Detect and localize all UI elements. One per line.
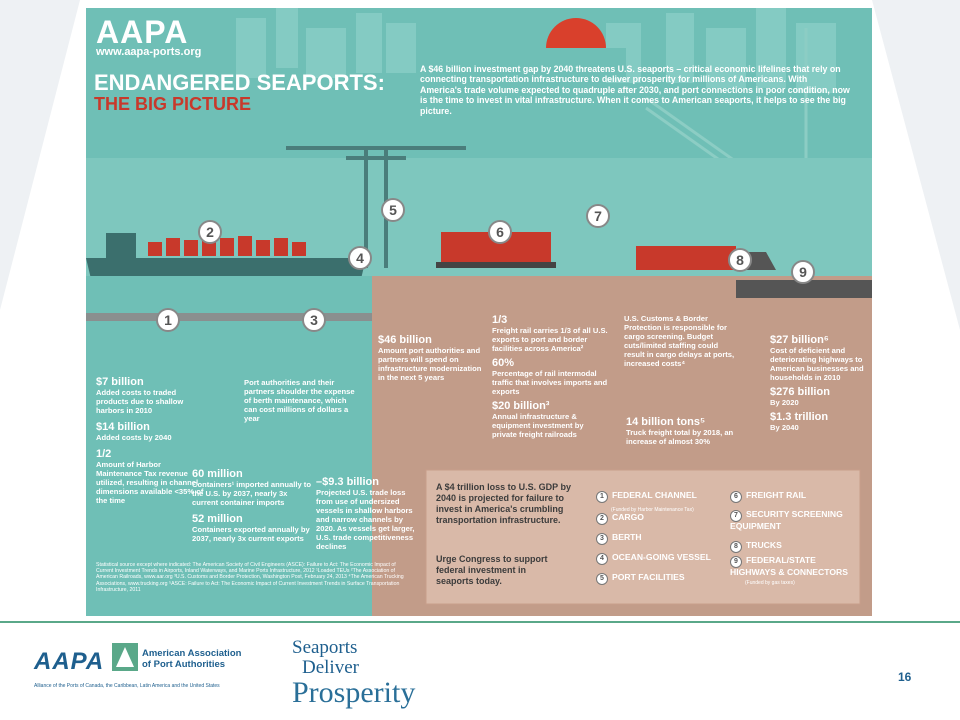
brand-url: www.aapa-ports.org <box>96 46 202 58</box>
stat-value: 60 million <box>192 468 243 480</box>
infographic <box>86 8 872 616</box>
stat-desc: Cost of deficient and deteriorating highways to American businesses and households in 2010 <box>770 346 864 382</box>
legend-item-9: 9 FEDERAL/STATE HIGHWAYS & CONNECTORS (Funded by gas taxes) <box>730 555 848 586</box>
legend-item-3: 3 BERTH <box>596 532 642 545</box>
stat-desc: By 2020 <box>770 398 799 407</box>
marker-8: 8 <box>728 248 752 272</box>
stat-value: 1/3 <box>492 314 508 326</box>
page-subtitle: THE BIG PICTURE <box>94 94 252 114</box>
stat-block-3: Port authorities and their partners shoulder the expense of berth maintenance, which can cost millions of dollars a year <box>244 378 355 423</box>
stat-desc: Containers exported annually by 2037, nearly 3x current exports <box>192 525 310 543</box>
stat-value: –$9.3 billion <box>316 476 379 488</box>
stat-desc: Percentage of rail intermodal traffic that involves imports and exports <box>492 369 608 396</box>
stat-value: $1.3 trillion <box>770 411 829 423</box>
stat-block-1 <box>96 376 206 505</box>
legend-item-4: 4 OCEAN-GOING VESSEL <box>596 552 711 565</box>
marker-5: 5 <box>381 198 405 222</box>
stat-value: $7 billion <box>96 376 144 388</box>
page-title: ENDANGERED SEAPORTS: <box>94 70 385 95</box>
stat-desc: Annual infrastructure & equipment investment by private freight railroads <box>492 412 584 439</box>
stat-block-6 <box>492 314 608 439</box>
marker-3: 3 <box>302 308 326 332</box>
stat-value: $276 billion <box>770 386 830 398</box>
stat-block-4 <box>316 476 424 551</box>
page-number: 16 <box>898 670 912 684</box>
stat-value: $14 billion <box>96 421 150 433</box>
stat-value: 14 billion tons⁵ <box>626 416 706 428</box>
legend-item-7: 7 SECURITY SCREENING EQUIPMENT <box>730 509 843 531</box>
intro-text: A $46 billion investment gap by 2040 threatens U.S. seaports – critical economic lifelines that rely on connecting transportation infrastructure to deliver prosperity for millions of Americans. With America's trade volume expected to quadruple after 2030, and port connections in poor condition, now is the time to invest in vital infrastructure. When it comes to American seaports, it helps to see the big picture. <box>420 64 850 116</box>
stat-block-9 <box>770 334 868 432</box>
footer-org-name <box>142 648 241 670</box>
stat-desc: Added costs to traded products due to shallow harbors in 2010 <box>96 388 184 415</box>
stat-desc: Truck freight total by 2018, an increase of almost 30% <box>626 428 734 446</box>
marker-2: 2 <box>198 220 222 244</box>
footer-tagline: Alliance of the Ports of Canada, the Caribbean, Latin America and the United States <box>34 683 220 689</box>
stat-desc: Amount port authorities and partners will spend on infrastructure modernization in the next 5 years <box>378 346 482 382</box>
marker-6: 6 <box>488 220 512 244</box>
stat-block-5 <box>378 334 488 382</box>
stat-value: 1/2 <box>96 448 112 460</box>
stat-desc: Freight rail carries 1/3 of all U.S. exports to port and border facilities across America² <box>492 326 608 353</box>
stat-block-2 <box>192 468 312 543</box>
stat-desc: Amount of Harbor Maintenance Tax revenue utilized, resulting in channel dimensions available <35% of the time <box>96 460 204 505</box>
stat-block-7: U.S. Customs & Border Protection is responsible for cargo screening. Budget cuts/limited staffing could result in cargo delays at ports, increased costs⁴ <box>624 314 735 368</box>
urge-congress-callout: Urge Congress to support federal investment in seaports today. <box>436 554 548 586</box>
stat-desc: Containers¹ imported annually to the U.S. by 2037, nearly 3x current container imports <box>192 480 311 507</box>
stat-value: $27 billion⁶ <box>770 334 829 346</box>
stat-value: 52 million <box>192 513 243 525</box>
footer-aapa-logo: AAPA <box>34 648 105 675</box>
marker-4: 4 <box>348 246 372 270</box>
legend-item-6: 6 FREIGHT RAIL <box>730 490 806 503</box>
slogan-line: Prosperity <box>292 676 416 709</box>
stat-desc: Projected U.S. trade loss from use of undersized vessels in shallow harbors and narrow channels by 2020. As vessels get larger, U.S. trade competitiveness declines <box>316 488 415 551</box>
legend-item-2: 2 CARGO <box>596 512 644 525</box>
org-name-line: American Association <box>142 648 242 659</box>
footer-slogan <box>292 638 415 708</box>
gdp-loss-callout: A $4 trillion loss to U.S. GDP by 2040 is projected for failure to invest in America's crumbling transportation infrastructure. <box>436 482 572 525</box>
marker-9: 9 <box>791 260 815 284</box>
legend-item-1: 1 FEDERAL CHANNEL (Funded by Harbor Maintenance Tax) <box>596 490 697 513</box>
stat-value: 60% <box>492 357 515 369</box>
stat-value: $20 billion³ <box>492 400 550 412</box>
brand-logo: AAPA <box>96 14 189 50</box>
stat-desc: Added costs by 2040 <box>96 433 172 442</box>
stat-value: $46 billion <box>378 334 432 346</box>
marker-7: 7 <box>586 204 610 228</box>
slogan-line: Seaports <box>292 637 358 658</box>
stat-desc: By 2040 <box>770 423 799 432</box>
stat-block-8 <box>626 416 756 446</box>
sources-footnote: Statistical source except where indicated: The American Society of Civil Engineers (ASCE): Failure to Act: The Economic Impact of Current Investment Trends in Airports, Inland Waterways, and Marine Ports Infrastructure, 2012 ¹Loaded TEUs ²The Association of American Railroads, www.aar.org ³U.S. Customs and Border Protection, Washington Post, February 24, 2013 ⁴The American Trucking Associations, www.trucking.org ⁵ASCE: Failure to Act: The Economic Impact of Current Investment Trends in Surface Transportation Infrastructure, 2011 <box>96 562 404 593</box>
legend-item-8: 8 TRUCKS <box>730 540 782 553</box>
slogan-line: Deliver <box>302 657 359 678</box>
org-name-line: of Port Authorities <box>142 659 226 670</box>
legend-item-5: 5 PORT FACILITIES <box>596 572 685 585</box>
marker-1: 1 <box>156 308 180 332</box>
footer-emblem-icon <box>112 643 138 671</box>
